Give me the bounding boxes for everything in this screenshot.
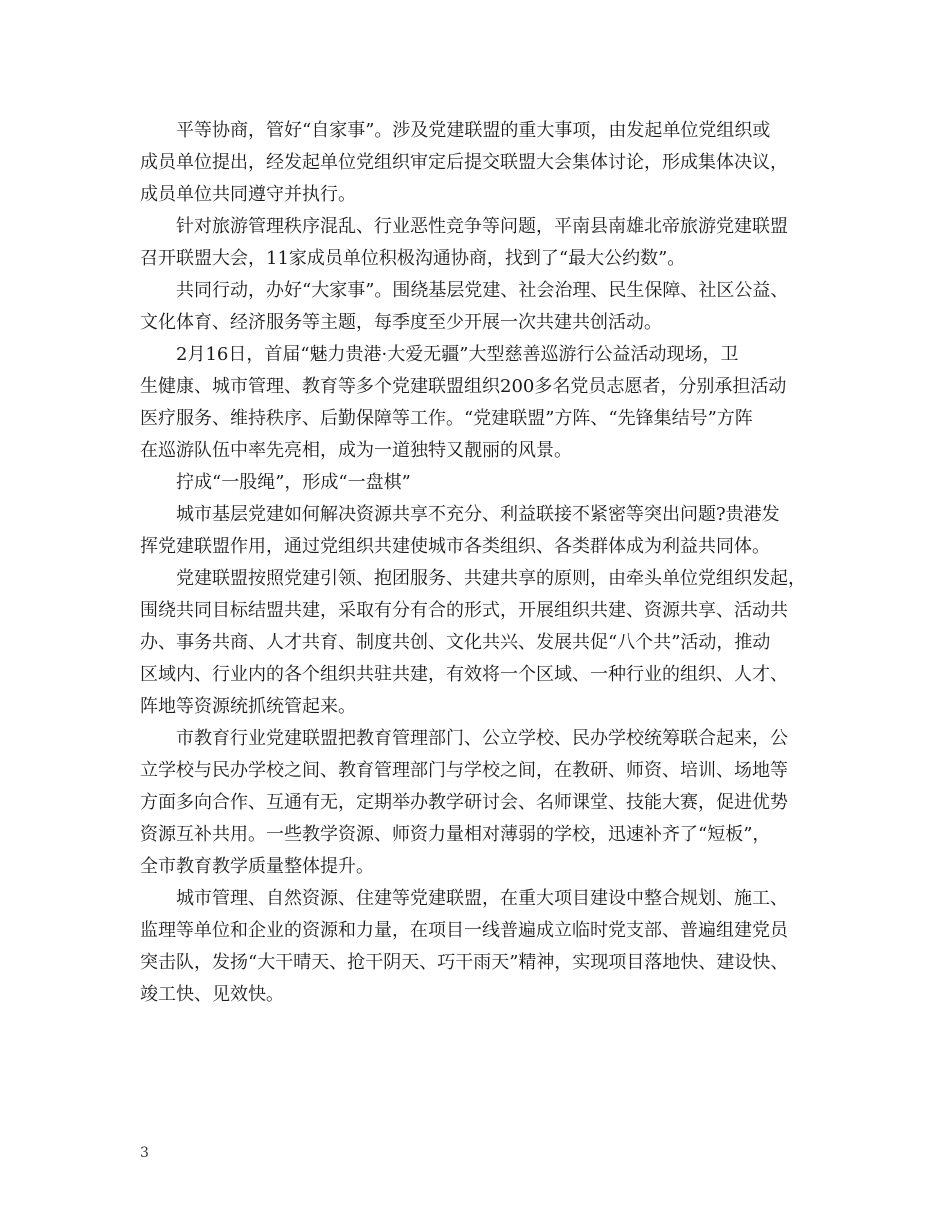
text-line: 在巡游队伍中率先亮相，成为一道独特又靓丽的风景。	[140, 440, 572, 461]
text-line: 立学校与民办学校之间、教育管理部门与学校之间，在教研、师资、培训、场地等	[140, 760, 788, 781]
text-line: 文化体育、经济服务等主题，每季度至少开展一次共建共创活动。	[140, 312, 662, 333]
text-line: 成员单位提出，经发起单位党组织审定后提交联盟大会集体讨论，形成集体决议，	[140, 152, 788, 173]
document-body	[140, 115, 830, 1011]
text-line: 平等协商，管好“自家事”。涉及党建联盟的重大事项，由发起单位党组织或	[176, 120, 771, 141]
text-line: 召开联盟大会，11家成员单位积极沟通协商，找到了“最大公约数”。	[140, 248, 686, 269]
text-line: 2月16日，首届“魅力贵港·大爱无疆”大型慈善巡游行公益活动现场，卫	[176, 344, 739, 365]
text-line: 针对旅游管理秩序混乱、行业恶性竞争等问题，平南县南雄北帝旅游党建联盟	[176, 216, 788, 237]
text-line: 生健康、城市管理、教育等多个党建联盟组织200多名党员志愿者，分别承担活动	[140, 376, 787, 397]
text-line: 党建联盟按照党建引领、抱团服务、共建共享的原则，由牵头单位党组织发起，	[176, 568, 806, 589]
text-line: 共同行动，办好“大家事”。围绕基层党建、社会治理、民生保障、社区公益、	[176, 280, 789, 301]
text-line: 城市管理、自然资源、住建等党建联盟，在重大项目建设中整合规划、施工、	[176, 888, 788, 909]
text-line: 方面多向合作、互通有无，定期举办教学研讨会、名师课堂、技能大赛，促进优势	[140, 792, 788, 813]
text-line: 城市基层党建如何解决资源共享不充分、利益联接不紧密等突出问题?贵港发	[176, 504, 780, 525]
text-line: 办、事务共商、人才共育、制度共创、文化共兴、发展共促“八个共”活动，推动	[140, 632, 771, 653]
text-line: 成员单位共同遵守并执行。	[140, 184, 356, 205]
text-line: 监理等单位和企业的资源和力量，在项目一线普遍成立临时党支部、普遍组建党员	[140, 920, 788, 941]
text-line: 全市教育教学质量整体提升。	[140, 856, 374, 877]
text-line: 医疗服务、维持秩序、后勤保障等工作。“党建联盟”方阵、“先锋集结号”方阵	[140, 408, 753, 429]
text-line: 区域内、行业内的各个组织共驻共建，有效将一个区域、一种行业的组织、人才、	[140, 664, 788, 685]
text-line: 挥党建联盟作用，通过党组织共建使城市各类组织、各类群体成为利益共同体。	[140, 536, 770, 557]
text-line: 市教育行业党建联盟把教育管理部门、公立学校、民办学校统筹联合起来，公	[176, 728, 788, 749]
text-line: 资源互补共用。一些教学资源、师资力量相对薄弱的学校，迅速补齐了“短板”，	[140, 824, 771, 845]
page-number: 3	[140, 1145, 149, 1161]
text-line: 阵地等资源统抓统管起来。	[140, 696, 356, 717]
text-line: 突击队，发扬“大干晴天、抢干阴天、巧干雨天”精神，实现项目落地快、建设快、	[140, 952, 789, 973]
text-line: 拧成“一股绳”，形成“一盘棋”	[176, 472, 411, 493]
text-line: 竣工快、见效快。	[140, 984, 284, 1005]
text-line: 围绕共同目标结盟共建，采取有分有合的形式，开展组织共建、资源共享、活动共	[140, 600, 788, 621]
